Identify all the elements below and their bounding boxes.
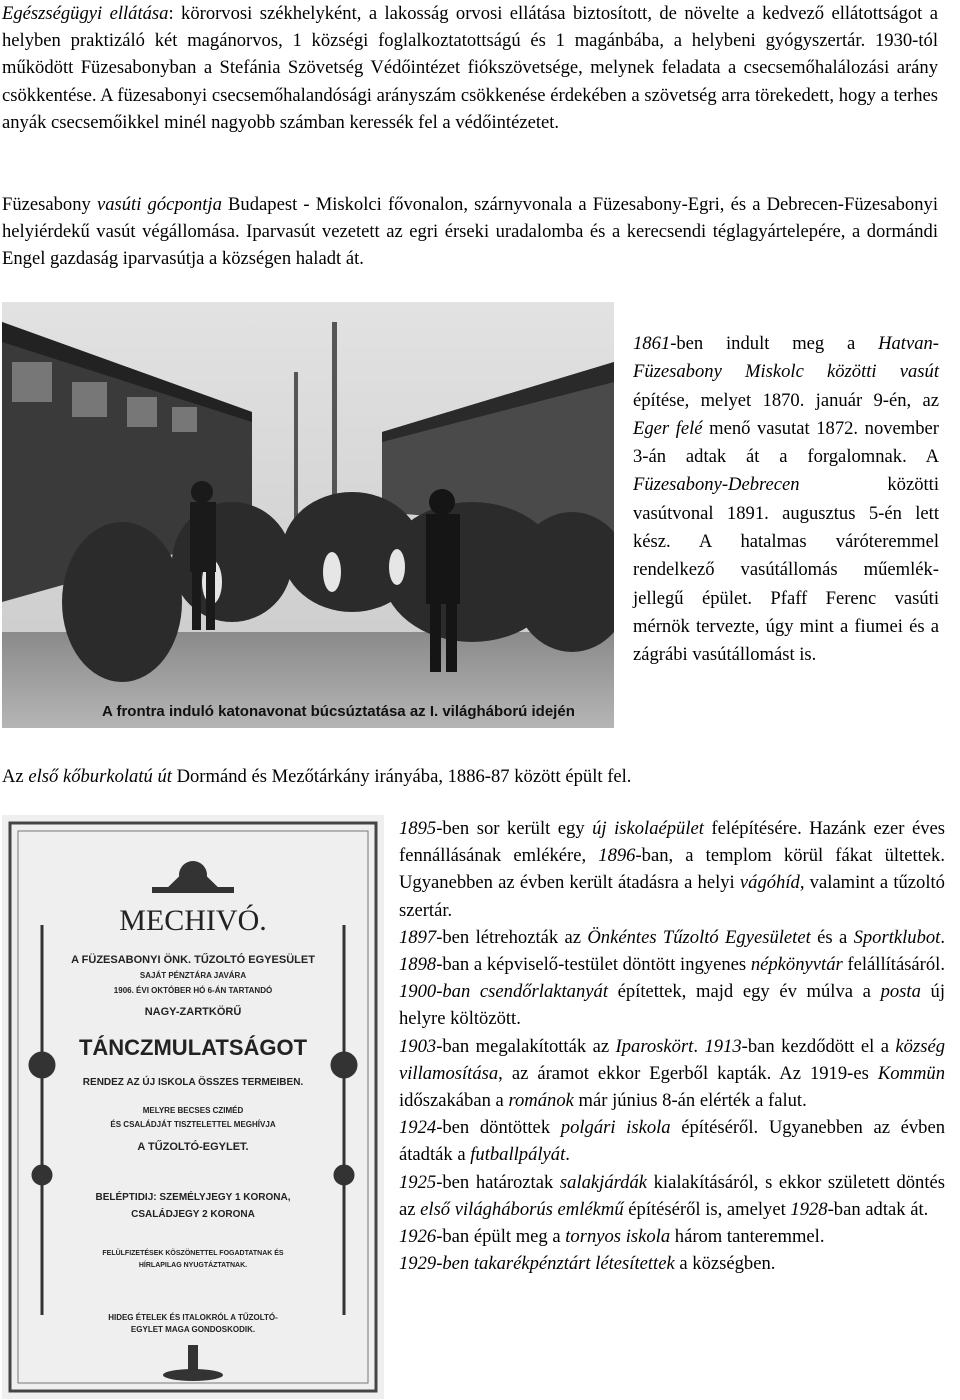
r2l: építettek, majd egy év múlva a: [608, 981, 881, 1003]
r4d: építéséről. Ugyanebben az évben átadták a: [399, 1117, 945, 1166]
invitation-headline: TÁNCZMULATSÁGOT: [78, 1035, 308, 1060]
right1-s4: építése, melyet 1870. január 9-én, az: [633, 389, 939, 411]
chronology-1929: [399, 1250, 945, 1277]
invitation-line14: EGYLET MAGA GONDOSKODIK.: [130, 1325, 256, 1334]
invitation-line10: CSALÁDJEGY 2 KORONA: [131, 1209, 255, 1220]
new-school: új iskolaépület: [592, 818, 704, 839]
r1h: , valamint a tűzoltó szertár.: [399, 872, 945, 921]
debrecen-line: Füzesabony-Debrecen: [633, 474, 800, 496]
invitation-line11: FELÜLFIZETÉSEK KÖSZÖNETTEL FOGADTATNAK ÉS: [102, 1250, 284, 1257]
r6b: -ban épült meg a: [436, 1226, 566, 1248]
year-1913: 1913: [704, 1035, 742, 1057]
road-c: Dormánd és Mezőtárkány irányába, 1886-87 között épült fel.: [171, 766, 632, 787]
cinder-paths: salakjárdák: [559, 1171, 648, 1193]
year-1861: 1861: [633, 333, 671, 354]
year-1924: 1924: [399, 1117, 437, 1139]
railway-term: vasúti gócpontja: [96, 194, 222, 215]
r5h: -ban adtak át.: [827, 1198, 929, 1220]
road-term: első kőburkolatú út: [28, 766, 172, 787]
savings-bank: 1929-ben takarékpénztárt létesítettek: [399, 1253, 675, 1275]
invitation-line2: SAJÁT PÉNZTÁRA JAVÁRA: [139, 971, 247, 980]
invitation-line6: MELYRE BECSES CZIMÉD: [142, 1106, 244, 1115]
invitation-line7: ÉS CSALÁDJÁT TISZTELETTEL MEGHÍVJA: [110, 1120, 276, 1129]
chronology-1897: [399, 924, 945, 1033]
road-a: Az: [2, 766, 29, 787]
invitation-drawing: [2, 815, 384, 1399]
r3h: , az áramot ekkor Egerből kapták. Az 1919-es: [498, 1062, 878, 1084]
invitation-line4: NAGY-ZARTKÖRŰ: [144, 1006, 242, 1018]
towered-school: tornyos iskola: [565, 1226, 671, 1248]
r4b: -ben döntöttek: [436, 1117, 561, 1139]
year-1898: 1898: [399, 954, 437, 976]
invitation-line12: HÍRLAPILAG NYUGTÁZTATNAK.: [138, 1262, 248, 1269]
commune: Kommün: [877, 1062, 945, 1084]
dance-invitation-image: [2, 815, 384, 1399]
football-field: futballpályát: [470, 1144, 566, 1166]
photo-caption: A frontra induló katonavonat búcsúztatása az I. világháború idején: [102, 703, 575, 720]
r2n: új helyre költözött.: [399, 981, 945, 1030]
r7b: a községben.: [674, 1253, 776, 1275]
road-sentence: [2, 763, 942, 790]
r1f: -ban, a templom körül fákat ültettek. Ugyanebben az évben került átadásra a helyi: [399, 845, 945, 894]
invitation-line8: A TŰZOLTÓ-EGYLET.: [137, 1141, 249, 1153]
chronology-1926: [399, 1223, 945, 1250]
chronology-1924: [399, 1114, 945, 1168]
r2f: .: [940, 926, 945, 948]
troop-train-photo: [2, 302, 614, 728]
troop-train-photo-drawing: [2, 302, 614, 728]
r3d: .: [693, 1035, 705, 1057]
gendarme-barracks: 1900-ban csendőrlaktanyát: [399, 981, 608, 1003]
sports-club: Sportklubot: [853, 926, 941, 948]
r3l: már június 8-án elérték a falut.: [573, 1090, 807, 1112]
right1-s8: közötti vasútvonal 1891. augusztus 5-én lett kész. A hatalmas váróteremmel rendelkező vasútállomás műemlék-jellegű épület. Pfaff Ferenc vasúti mérnök tervezte, úgy mint a fiumei és a zágrábi vasútállomást is.: [633, 474, 939, 666]
r5b: -ben határoztak: [436, 1171, 560, 1193]
year-1903: 1903: [399, 1035, 437, 1057]
r3f: -ban kezdődött el a: [741, 1035, 896, 1057]
invitation-line5: RENDEZ AZ ÚJ ISKOLA ÖSSZES TERMEIBEN.: [82, 1077, 304, 1088]
railway-text-c: Budapest - Miskolci fővonalon, szárnyvonala a Füzesabony-Egri, és a Debrecen-Füzesabonyi helyiérdekű vasút végállomása. Iparvasút vezetett az egri érseki uradalomba és a kerecsendi téglagyártelepére, a dormándi Engel gazdaság iparvasútja a községen haladt át.: [2, 194, 938, 270]
war-memorial: első világháborús emlékmű: [420, 1198, 624, 1220]
r1d: felépítésére. Hazánk ezer éves fennállásának emlékére,: [399, 818, 945, 867]
health-paragraph: [2, 0, 938, 136]
r3j: időszakában a: [399, 1090, 509, 1112]
romanians: románok: [508, 1090, 574, 1112]
railway-paragraph: [2, 191, 938, 273]
civic-school: polgári iskola: [560, 1117, 671, 1139]
chronology-text: [399, 815, 945, 1277]
year-1895: 1895: [399, 818, 437, 839]
post-office: posta: [880, 981, 921, 1003]
right1-s6: menő vasutat 1872. november 3-án adtak át a forgalomnak. A: [633, 417, 939, 468]
health-text: : körorvosi székhelyként, a lakosság orvosi ellátása biztosított, de növelte a kedvező ellátottságot a helyben praktizáló két magánorvos, 1 községi foglalkoztatottságú és 1 magánbába, a helybeni gyógyszertár. 1930-tól működött Füzesabonyban a Stefánia Szövetség Védőintézet fiókszövetsége, melynek feladata a csecsemőhalálozási arány csökkentése. A füzesabonyi csecsemőhalandósági arányszám csökkenése érdekében a szövetség arra törekedett, hogy a terhes anyák csecsemőikkel minél nagyobb számban keressék fel a védőintézetet.: [2, 3, 939, 133]
right1-s2: -ben indult meg a: [670, 333, 879, 354]
invitation-line13: HIDEG ÉTELEK ÉS ITALOKRÓL A TŰZOLTÓ-: [108, 1313, 278, 1322]
electrification: község villamosítása: [399, 1035, 945, 1084]
year-1896: 1896: [598, 845, 636, 867]
chronology-1925: [399, 1169, 945, 1223]
invitation-line9: BELÉPTIDIJ: SZEMÉLYJEGY 1 KORONA,: [95, 1192, 291, 1203]
chronology-1895: [399, 815, 945, 924]
year-1926: 1926: [399, 1226, 437, 1248]
r2d: és a: [810, 926, 854, 948]
railway-history-text: [633, 330, 939, 670]
eger-direction: Eger felé: [633, 417, 703, 439]
r5d: kialakításáról, s ekkor született döntés az: [399, 1171, 946, 1220]
r1b: -ben sor került egy: [436, 818, 593, 839]
year-1928: 1928: [790, 1198, 828, 1220]
year-1897: 1897: [399, 926, 437, 948]
r2b: -ben létrehozták az: [436, 926, 588, 948]
r4f: .: [565, 1144, 570, 1166]
craftsmen-circle: Iparoskört: [615, 1035, 694, 1057]
slaughterhouse: vágóhíd: [739, 872, 800, 894]
invitation-line3: 1906. ÉVI OKTÓBER HÓ 6-ÁN TARTANDÓ: [113, 986, 273, 995]
fire-brigade: Önkéntes Tűzoltó Egyesületet: [587, 926, 811, 948]
invitation-line1: A FÜZESABONYI ÖNK. TŰZOLTÓ EGYESÜLET: [71, 954, 315, 966]
r2j: felállításáról.: [842, 954, 945, 976]
library: népkönyvtár: [750, 954, 843, 976]
r3b: -ban megalakították az: [436, 1035, 616, 1057]
invitation-title: MECHIVÓ.: [119, 904, 267, 937]
health-term: Egészségügyi ellátása: [2, 3, 169, 24]
year-1925: 1925: [399, 1171, 437, 1193]
r5f: építéséről is, amelyet: [623, 1198, 791, 1220]
chronology-1903: [399, 1033, 945, 1115]
railway-text-a: Füzesabony: [2, 194, 97, 215]
hatvan-line: Hatvan-Füzesabony Miskolc közötti vasút: [633, 333, 939, 383]
r2h: -ban a képviselő-testület döntött ingyenes: [436, 954, 751, 976]
r6d: három tanteremmel.: [670, 1226, 825, 1248]
